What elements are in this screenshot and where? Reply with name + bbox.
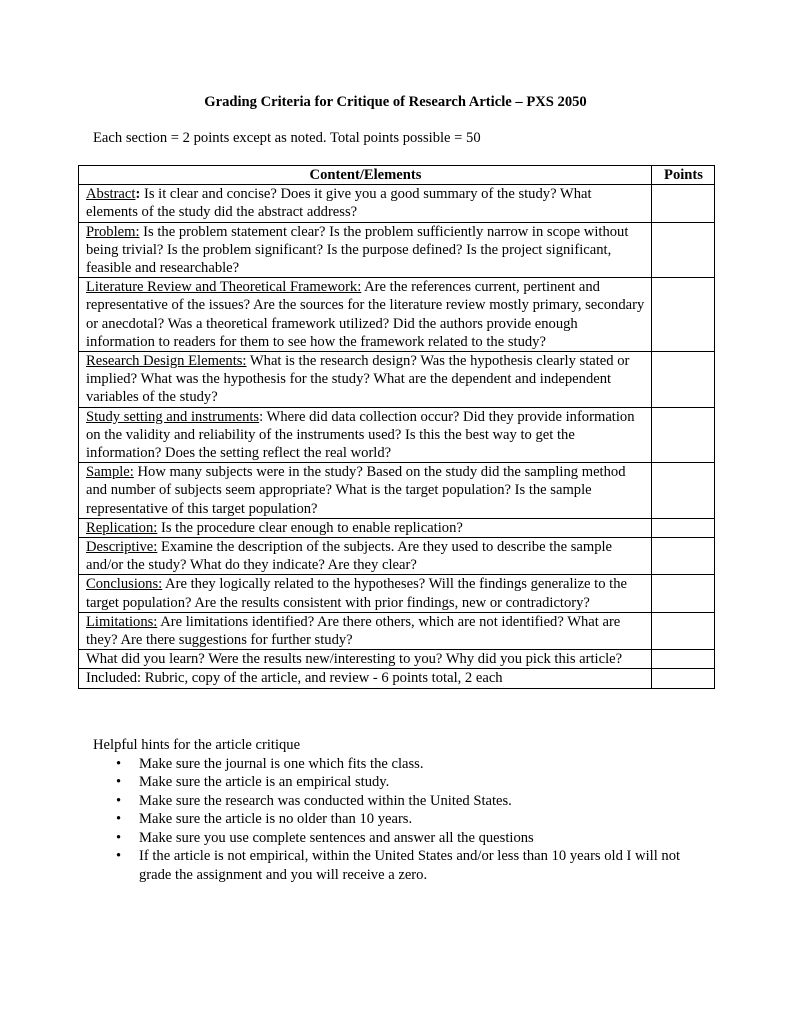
criterion-label: Problem: [86, 223, 140, 240]
criterion-text: Included: Rubric, copy of the article, and review - 6 points total, 2 each [86, 670, 503, 687]
criterion-cell [79, 222, 652, 278]
bullet-icon: • [116, 811, 122, 827]
list-item [93, 810, 713, 829]
hints-section [93, 736, 713, 884]
points-cell[interactable] [652, 407, 715, 463]
table-header-row [79, 166, 715, 185]
criterion-label: Research Design Elements: [86, 353, 247, 370]
criterion-cell [79, 352, 652, 408]
hint-text: Make sure the journal is one which fits the class. [139, 755, 424, 772]
bullet-icon: • [116, 755, 122, 772]
bullet-icon: • [116, 774, 122, 790]
points-cell[interactable] [652, 518, 715, 537]
criterion-text: Is the procedure clear enough to enable replication? [157, 519, 463, 536]
criterion-label: Replication: [86, 519, 158, 536]
bullet-icon: • [116, 792, 122, 809]
criterion-text: What is the research design? Was the hypothesis clearly stated or implied? What was the hypothesis for the study? What are the dependent and independent variables of the study? [86, 353, 630, 406]
criterion-cell [79, 407, 652, 463]
header-content: Content/Elements [79, 166, 652, 185]
criterion-text: What did you learn? Were the results new/interesting to you? Why did you pick this article? [86, 651, 623, 668]
points-cell[interactable] [652, 612, 715, 649]
criterion-text: Examine the description of the subjects. Are they used to describe the sample and/or the study? What do they indicate? Are they clear? [86, 539, 613, 574]
table-row [79, 518, 715, 537]
table-row [79, 222, 715, 278]
criterion-text: How many subjects were in the study? Based on the study did the sampling method and number of subjects seem appropriate? What is the target population? Is the sample representative of this target population? [86, 464, 626, 517]
criterion-text: Are limitations identified? Are there others, which are not identified? What are they? Are there suggestions for further study? [86, 613, 621, 649]
list-item [93, 829, 713, 848]
hint-text: If the article is not empirical, within the United States and/or less than 10 years old I will not grade the assignment and you will receive a zero. [139, 848, 681, 883]
criterion-text: Is the problem statement clear? Is the problem sufficiently narrow in scope without being trivial? Is the problem significant? Is the purpose defined? Is the project significant, feasible and researchable? [86, 223, 629, 277]
criterion-cell [79, 185, 652, 222]
criterion-label: Abstract [86, 186, 136, 203]
points-cell[interactable] [652, 669, 715, 688]
points-cell[interactable] [652, 575, 715, 612]
hint-list [93, 755, 713, 885]
criterion-label: Limitations: [86, 613, 158, 630]
hints-title: Helpful hints for the article critique [93, 737, 301, 753]
list-item [93, 755, 713, 774]
points-cell[interactable] [652, 278, 715, 352]
criterion-cell [79, 518, 652, 537]
table-row [79, 575, 715, 612]
table-row [79, 538, 715, 575]
table-row [79, 463, 715, 519]
bullet-icon: • [116, 829, 122, 846]
criterion-text: Is it clear and concise? Does it give you a good summary of the study? What elements of the study did the abstract address? [86, 186, 592, 221]
criterion-label: Descriptive: [86, 539, 158, 556]
table-row [79, 612, 715, 649]
points-cell[interactable] [652, 463, 715, 519]
points-cell[interactable] [652, 352, 715, 408]
criterion-cell [79, 669, 652, 688]
criterion-text: Are they logically related to the hypotheses? Will the findings generalize to the target population? Are the results consistent with prior findings, new or contradictory? [86, 576, 628, 611]
table-row [79, 650, 715, 669]
points-cell[interactable] [652, 185, 715, 222]
points-intro: Each section = 2 points except as noted. Total points possible = 50 [93, 130, 481, 146]
criterion-cell [79, 538, 652, 575]
bullet-icon: • [116, 848, 122, 864]
table-row [79, 407, 715, 463]
criterion-cell [79, 463, 652, 519]
points-cell[interactable] [652, 538, 715, 575]
hint-text: Make sure the article is an empirical study. [139, 774, 390, 790]
criterion-label-suffix: : [135, 186, 141, 203]
criterion-label: Study setting and instruments [86, 408, 260, 425]
page-title: Grading Criteria for Critique of Research Article – PXS 2050 [204, 94, 587, 110]
criterion-cell [79, 650, 652, 669]
header-points: Points [652, 166, 715, 185]
criterion-text: : Where did data collection occur? Did they provide information on the validity and reliability of the instruments used? Is this the best way to get the information? Does the setting reflect the real world? [86, 408, 635, 462]
criterion-label: Literature Review and Theoretical Framework: [86, 279, 362, 296]
criterion-cell [79, 278, 652, 352]
table-row [79, 185, 715, 222]
criterion-text: Are the references current, pertinent and representative of the issues? Are the sources for the literature review mostly primary, secondary or anecdotal? Was a theoretical framework utilized? Did the authors provide enough information to readers for them to see how the framework related to the study? [86, 279, 645, 350]
hint-text: Make sure the article is no older than 10 years. [139, 811, 413, 827]
criterion-cell [79, 612, 652, 649]
criterion-label: Sample: [86, 464, 134, 481]
hint-text: Make sure you use complete sentences and answer all the questions [139, 829, 534, 846]
grading-table [78, 165, 715, 689]
criterion-cell [79, 575, 652, 612]
list-item [93, 792, 713, 811]
list-item [93, 773, 713, 792]
points-cell[interactable] [652, 222, 715, 278]
table-row [79, 352, 715, 408]
points-cell[interactable] [652, 650, 715, 669]
hint-text: Make sure the research was conducted within the United States. [139, 792, 512, 809]
table-row [79, 669, 715, 688]
list-item [93, 847, 713, 884]
table-row [79, 278, 715, 352]
criterion-label: Conclusions: [86, 576, 163, 593]
